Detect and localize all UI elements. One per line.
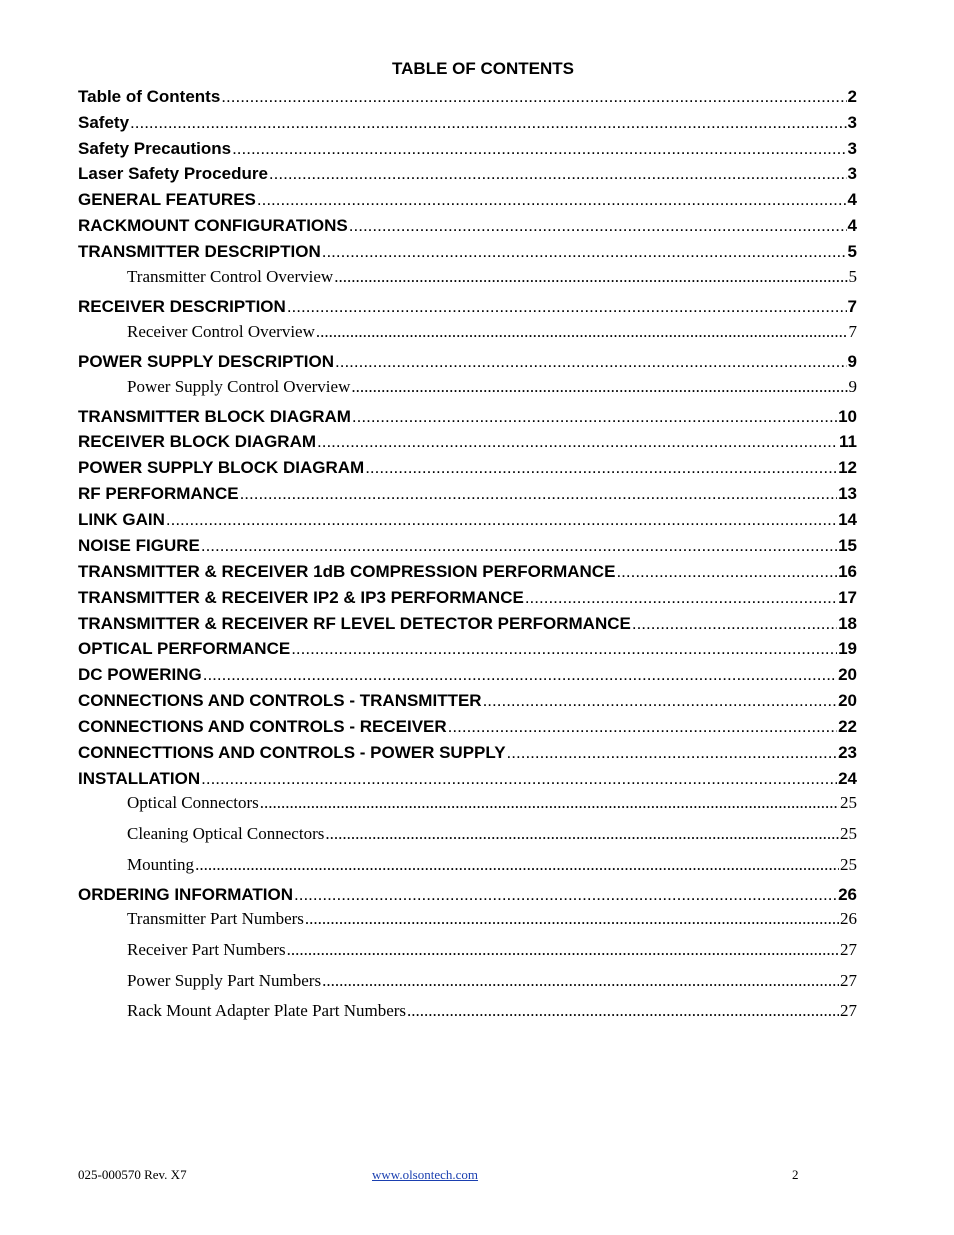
toc-entry-page-number: 26 (840, 909, 857, 928)
toc-dot-leader (632, 614, 837, 634)
toc-dot-leader (525, 588, 837, 608)
toc-entry-label: DC POWERING (78, 665, 202, 684)
toc-dot-leader (351, 377, 847, 397)
toc-dot-leader (287, 940, 839, 960)
toc-entry-page-number: 19 (838, 639, 857, 658)
toc-entry-page-number: 18 (838, 614, 857, 633)
toc-entry-label: Optical Connectors (127, 793, 259, 812)
toc-dot-leader (260, 793, 839, 813)
toc-dot-leader (322, 242, 847, 262)
toc-entry-page-number: 12 (838, 458, 857, 477)
toc-entry-page-number: 17 (838, 588, 857, 607)
toc-entry[interactable] (78, 432, 857, 454)
toc-dot-leader (322, 971, 839, 991)
toc-entry-page-number: 16 (838, 562, 857, 581)
toc-entry-page-number: 20 (838, 691, 857, 710)
toc-entry-page-number: 23 (838, 743, 857, 762)
toc-entry-page-number: 27 (840, 971, 857, 990)
toc-dot-leader (325, 824, 839, 844)
toc-dot-leader (407, 1001, 839, 1021)
toc-entry[interactable] (78, 484, 857, 506)
toc-entry[interactable] (78, 190, 857, 212)
toc-entry-label: Transmitter Control Overview (127, 267, 334, 286)
toc-entry[interactable] (78, 769, 857, 791)
toc-entry-page-number: 7 (848, 322, 857, 341)
toc-entry-label: Transmitter Part Numbers (127, 909, 304, 928)
toc-dot-leader (287, 297, 847, 317)
footer-page-number: 2 (792, 1167, 799, 1182)
toc-entry[interactable] (127, 267, 857, 289)
toc-entry-page-number: 24 (838, 769, 857, 788)
toc-dot-leader (240, 484, 838, 504)
toc-entry-label: POWER SUPPLY BLOCK DIAGRAM (78, 458, 365, 477)
toc-entry-label: Table of Contents (78, 87, 221, 106)
toc-entry-label: RACKMOUNT CONFIGURATIONS (78, 216, 348, 235)
toc-dot-leader (616, 562, 837, 582)
toc-entry-page-number: 3 (847, 164, 857, 183)
toc-entry-page-number: 4 (847, 216, 857, 235)
toc-entry-page-number: 5 (848, 267, 857, 286)
toc-entry[interactable] (78, 562, 857, 584)
toc-entry-label: Power Supply Control Overview (127, 377, 351, 396)
toc-entry-label: Receiver Part Numbers (127, 940, 286, 959)
toc-entry-label: CONNECTIONS AND CONTROLS - TRANSMITTER (78, 691, 482, 710)
toc-entry-page-number: 3 (847, 139, 857, 158)
toc-dot-leader (448, 717, 837, 737)
toc-dot-leader (349, 216, 847, 236)
toc-dot-leader (334, 267, 847, 287)
toc-entry[interactable] (78, 665, 857, 687)
toc-entry[interactable] (78, 510, 857, 532)
toc-entry[interactable] (78, 139, 857, 161)
toc-entry-label: TRANSMITTER DESCRIPTION (78, 242, 321, 261)
toc-dot-leader (257, 190, 847, 210)
toc-entry-label: TRANSMITTER & RECEIVER RF LEVEL DETECTOR PERFORMANCE (78, 614, 631, 633)
toc-entry[interactable] (78, 458, 857, 480)
toc-entry-label: POWER SUPPLY DESCRIPTION (78, 352, 334, 371)
toc-entry-label: RECEIVER BLOCK DIAGRAM (78, 432, 317, 451)
toc-dot-leader (130, 113, 847, 133)
toc-entry-page-number: 9 (848, 377, 857, 396)
toc-entry-label: CONNECTIONS AND CONTROLS - RECEIVER (78, 717, 447, 736)
toc-entry-label: Rack Mount Adapter Plate Part Numbers (127, 1001, 407, 1020)
toc-entry[interactable] (78, 164, 857, 186)
toc-dot-leader (203, 665, 837, 685)
toc-entry[interactable] (127, 793, 857, 815)
toc-entry[interactable] (127, 855, 857, 877)
toc-entry-page-number: 27 (840, 940, 857, 959)
toc-dot-leader (352, 407, 837, 427)
toc-dot-leader (317, 432, 838, 452)
toc-entry[interactable] (78, 113, 857, 135)
footer-website-link[interactable]: www.olsontech.com (372, 1167, 479, 1182)
toc-entry[interactable] (78, 87, 857, 109)
toc-entry[interactable] (78, 743, 857, 765)
toc-entry-page-number: 25 (840, 793, 857, 812)
toc-entry[interactable] (78, 407, 857, 429)
toc-entry-page-number: 11 (839, 432, 857, 451)
toc-entry[interactable] (127, 971, 857, 993)
toc-entry-label: ORDERING INFORMATION (78, 885, 294, 904)
toc-entry-label: Power Supply Part Numbers (127, 971, 322, 990)
toc-entry[interactable] (78, 536, 857, 558)
toc-entry-label: Mounting (127, 855, 195, 874)
toc-dot-leader (291, 639, 837, 659)
toc-entry[interactable] (78, 614, 857, 636)
toc-entry-page-number: 7 (847, 297, 857, 316)
toc-entry-label: RECEIVER DESCRIPTION (78, 297, 286, 316)
toc-entry-page-number: 20 (838, 665, 857, 684)
toc-entry-page-number: 3 (847, 113, 857, 132)
toc-entry-page-number: 13 (838, 484, 857, 503)
toc-entry-label: Receiver Control Overview (127, 322, 315, 341)
toc-entry[interactable] (78, 352, 857, 374)
toc-entry[interactable] (78, 588, 857, 610)
toc-entry-label: TRANSMITTER BLOCK DIAGRAM (78, 407, 351, 426)
toc-entry-label: OPTICAL PERFORMANCE (78, 639, 291, 658)
toc-entry-page-number: 25 (840, 855, 857, 874)
toc-entry-label: NOISE FIGURE (78, 536, 200, 555)
toc-dot-leader (221, 87, 846, 107)
toc-entry[interactable] (78, 691, 857, 713)
toc-dot-leader (507, 743, 838, 763)
toc-entry-label: Laser Safety Procedure (78, 164, 268, 183)
toc-entry[interactable] (127, 1001, 857, 1023)
toc-entry[interactable] (127, 824, 857, 846)
toc-dot-leader (294, 885, 837, 905)
toc-entry-label: INSTALLATION (78, 769, 201, 788)
toc-entry[interactable] (78, 717, 857, 739)
toc-entry-label: Safety Precautions (78, 139, 232, 158)
toc-entry[interactable] (78, 216, 857, 238)
toc-dot-leader (305, 909, 839, 929)
toc-entry-page-number: 26 (838, 885, 857, 904)
toc-entry[interactable] (127, 940, 857, 962)
toc-entry-page-number: 9 (847, 352, 857, 371)
toc-dot-leader (335, 352, 847, 372)
toc-entry-label: TRANSMITTER & RECEIVER IP2 & IP3 PERFORMANCE (78, 588, 524, 607)
toc-dot-leader (483, 691, 838, 711)
toc-entry-page-number: 27 (840, 1001, 857, 1020)
toc-entry[interactable] (127, 322, 857, 344)
toc-entry-page-number: 2 (847, 87, 857, 106)
toc-dot-leader (195, 855, 839, 875)
toc-entry[interactable] (78, 242, 857, 264)
toc-entry-label: LINK GAIN (78, 510, 165, 529)
toc-dot-leader (201, 536, 837, 556)
toc-dot-leader (166, 510, 837, 530)
toc-dot-leader (316, 322, 848, 342)
toc-entry-label: TRANSMITTER & RECEIVER 1dB COMPRESSION PERFORMANCE (78, 562, 616, 581)
toc-entry-page-number: 15 (838, 536, 857, 555)
toc-entry-label: Cleaning Optical Connectors (127, 824, 325, 843)
toc-dot-leader (269, 164, 847, 184)
toc-entry[interactable] (127, 909, 857, 931)
toc-heading: TABLE OF CONTENTS (392, 59, 574, 78)
toc-dot-leader (232, 139, 846, 159)
toc-entry-page-number: 5 (847, 242, 857, 261)
toc-dot-leader (365, 458, 837, 478)
toc-entry-label: RF PERFORMANCE (78, 484, 239, 503)
toc-entry-page-number: 25 (840, 824, 857, 843)
toc-entry[interactable] (78, 885, 857, 907)
footer-doc-number: 025-000570 Rev. X7 (78, 1167, 187, 1182)
toc-dot-leader (201, 769, 837, 789)
toc-entry-label: Safety (78, 113, 130, 132)
toc-entry[interactable] (127, 377, 857, 399)
toc-entry-page-number: 4 (847, 190, 857, 209)
toc-entry[interactable] (78, 297, 857, 319)
toc-entry[interactable] (78, 639, 857, 661)
toc-entry-page-number: 22 (838, 717, 857, 736)
toc-entry-label: CONNECTTIONS AND CONTROLS - POWER SUPPLY (78, 743, 506, 762)
toc-entry-page-number: 10 (838, 407, 857, 426)
toc-entry-label: GENERAL FEATURES (78, 190, 256, 209)
toc-entry-page-number: 14 (838, 510, 857, 529)
